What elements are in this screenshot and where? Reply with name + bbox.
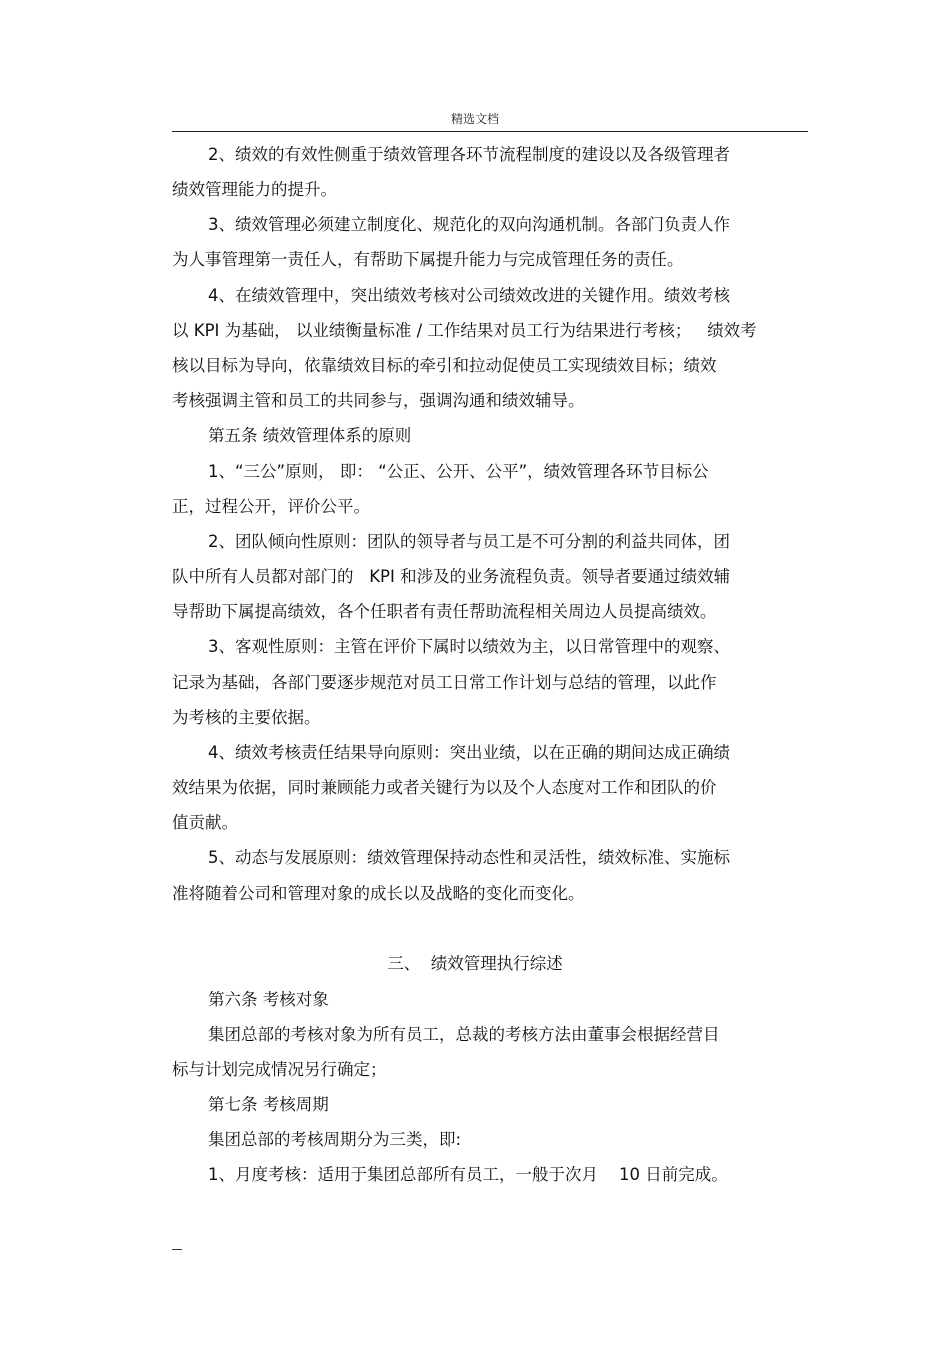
text-line: 以 KPI 为基础， 以业绩衡量标准 / 工作结果对员工行为结果进行考核； 绩效考	[172, 321, 757, 340]
text-line: 考核强调主管和员工的共同参与，强调沟通和绩效辅导。	[172, 391, 585, 410]
text-line: 记录为基础，各部门要逐步规范对员工日常工作计划与总结的管理，以此作	[172, 673, 717, 692]
text-line: 绩效管理能力的提升。	[172, 180, 337, 199]
article-heading: 第六条 考核对象	[208, 990, 329, 1009]
text-line: 标与计划完成情况另行确定；	[172, 1060, 387, 1079]
text-line: 为人事管理第一责任人，有帮助下属提升能力与完成管理任务的责任。	[172, 250, 684, 269]
section-title: 三、 绩效管理执行综述	[387, 954, 563, 973]
text-line: 导帮助下属提高绩效，各个任职者有责任帮助流程相关周边人员提高绩效。	[172, 602, 717, 621]
article-heading: 第五条 绩效管理体系的原则	[208, 426, 412, 445]
text-line: 4、绩效考核责任结果导向原则：突出业绩，以在正确的期间达成正确绩	[208, 743, 730, 762]
text-line: 值贡献。	[172, 813, 238, 832]
text-line: 4、在绩效管理中，突出绩效考核对公司绩效改进的关键作用。绩效考核	[208, 286, 730, 305]
text-line: 准将随着公司和管理对象的成长以及战略的变化而变化。	[172, 884, 585, 903]
text-line: 集团总部的考核周期分为三类，即:	[208, 1130, 462, 1149]
text-line: 3、客观性原则：主管在评价下属时以绩效为主，以日常管理中的观察、	[208, 637, 730, 656]
text-line: 5、动态与发展原则：绩效管理保持动态性和灵活性，绩效标准、实施标	[208, 848, 730, 867]
text-line: 为考核的主要依据。	[172, 708, 321, 727]
text-line: 2、绩效的有效性侧重于绩效管理各环节流程制度的建设以及各级管理者	[208, 145, 730, 164]
text-line: 1、“三公”原则， 即： “公正、公开、公平”，绩效管理各环节目标公	[208, 462, 709, 481]
page-header: 精选文档	[450, 112, 499, 126]
article-heading: 第七条 考核周期	[208, 1095, 329, 1114]
footer-mark	[172, 1249, 182, 1250]
text-line: 3、绩效管理必须建立制度化、规范化的双向沟通机制。各部门负责人作	[208, 215, 730, 234]
text-line: 集团总部的考核对象为所有员工，总裁的考核方法由董事会根据经营目	[208, 1025, 720, 1044]
text-line: 队中所有人员都对部门的 KPI 和涉及的业务流程负责。领导者要通过绩效辅	[172, 567, 731, 586]
text-line: 核以目标为导向，依靠绩效目标的牵引和拉动促使员工实现绩效目标；绩效	[172, 356, 717, 375]
text-line: 2、团队倾向性原则：团队的领导者与员工是不可分割的利益共同体，团	[208, 532, 730, 551]
text-line: 效结果为依据，同时兼顾能力或者关键行为以及个人态度对工作和团队的价	[172, 778, 717, 797]
text-line: 正，过程公开，评价公平。	[172, 497, 370, 516]
header-divider	[172, 131, 808, 132]
text-line: 1、月度考核：适用于集团总部所有员工，一般于次月 10 日前完成。	[208, 1165, 728, 1184]
